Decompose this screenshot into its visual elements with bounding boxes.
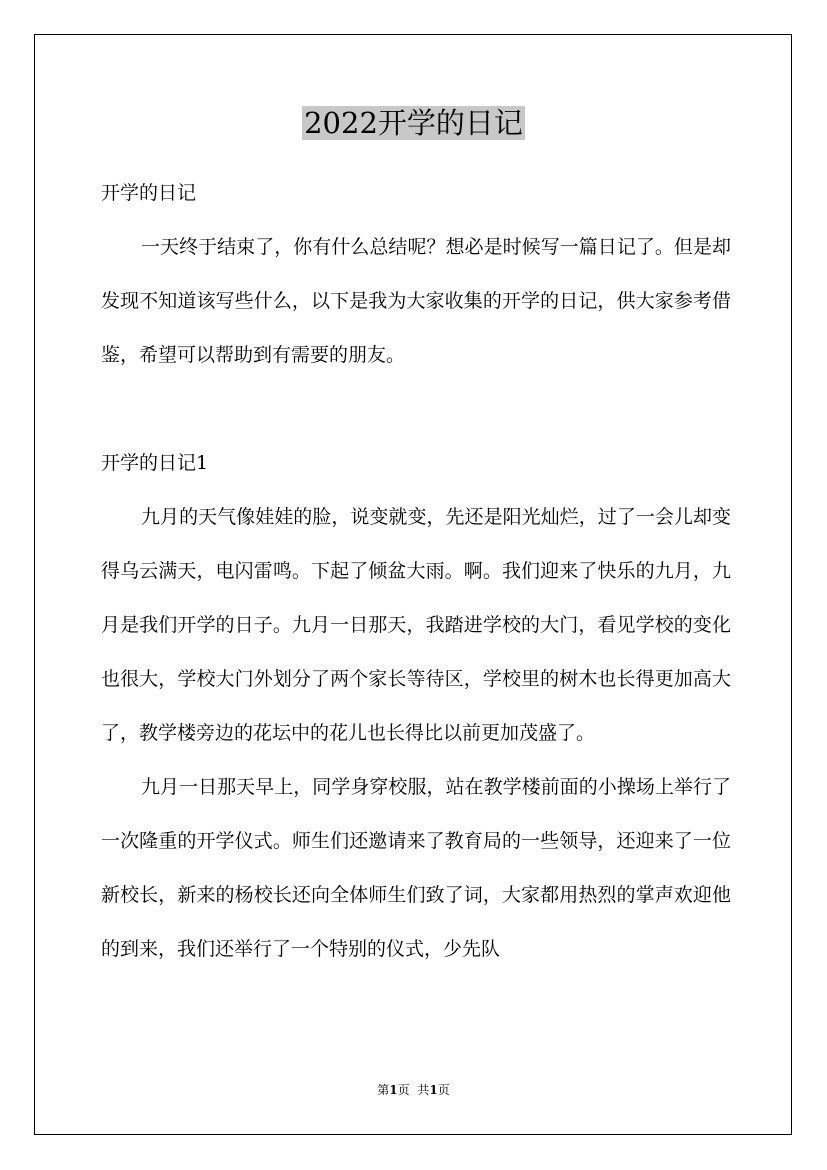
body-paragraph: 九月的天气像娃娃的脸，说变就变，先还是阳光灿烂，过了一会儿却变得乌云满天，电闪雷鸣。下起了倾盆大雨。啊。我们迎来了快乐的九月，九月是我们开学的日子。九月一日那天，我踏进学校的大门，看见学校的变化也很大，学校大门外划分了两个家长等待区，学校里的树木也长得更加高大了，教学楼旁边的花坛中的花儿也长得比以前更加茂盛了。	[101, 506, 731, 744]
intro-paragraph: 一天终于结束了，你有什么总结呢？想必是时候写一篇日记了。但是却发现不知道该写些什么，以下是我为大家收集的开学的日记，供大家参考借鉴，希望可以帮助到有需要的朋友。	[101, 236, 731, 366]
section-heading: 开学的日记1	[101, 452, 209, 474]
page-number: 第1页	[377, 1083, 410, 1097]
body-paragraph: 九月一日那天早上，同学身穿校服，站在教学楼前面的小操场上举行了一次隆重的开学仪式。师生们还邀请来了教育局的一些领导，还迎来了一位新校长，新来的杨校长还向全体师生们致了词，大家都用热烈的掌声欢迎他的到来，我们还举行了一个特别的仪式，少先队	[101, 776, 731, 960]
document-body	[101, 166, 731, 976]
document-title	[0, 104, 827, 142]
page-footer	[0, 1082, 827, 1098]
document-title-text: 2022开学的日记	[304, 106, 523, 140]
section-heading: 开学的日记	[101, 182, 197, 204]
section-spacer	[101, 382, 731, 436]
page-total: 共1页	[417, 1083, 450, 1097]
